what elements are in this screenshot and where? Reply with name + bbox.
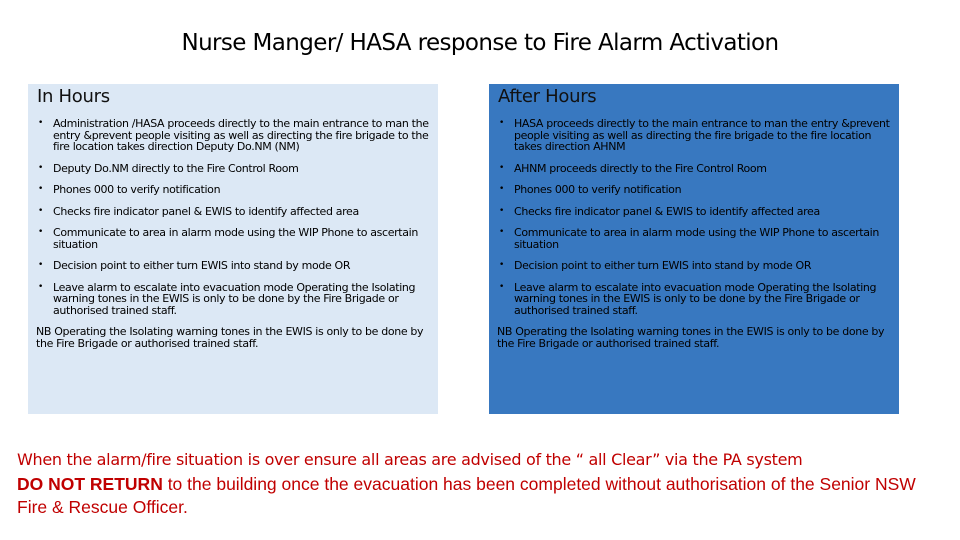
list-item: • AHNM proceeds directly to the Fire Control Room	[497, 163, 895, 175]
in-hours-heading: In Hours	[37, 86, 110, 107]
in-hours-note: NB Operating the Isolating warning tones in the EWIS is only to be done by the Fire Brigade or authorised trained staff.	[36, 325, 424, 350]
list-item: • Checks fire indicator panel & EWIS to identify affected area	[36, 206, 434, 218]
list-item: • Communicate to area in alarm mode using the WIP Phone to ascertain situation	[497, 227, 895, 250]
do-not-return-text: to the building once the evacuation has been completed without authorisation of the Senior NSW Fire & Rescue Officer.	[17, 474, 916, 517]
list-item: • Decision point to either turn EWIS into stand by mode OR	[36, 260, 434, 272]
list-item: • Decision point to either turn EWIS into stand by mode OR	[497, 260, 895, 272]
list-item: • Phones 000 to verify notification	[497, 184, 895, 196]
do-not-return-warning	[17, 473, 947, 519]
list-item: • Leave alarm to escalate into evacuation mode Operating the Isolating warning tones in the EWIS is only to be done by the Fire Brigade or authorised trained staff.	[36, 282, 434, 317]
after-hours-content	[497, 118, 895, 349]
list-item: • Deputy Do.NM directly to the Fire Control Room	[36, 163, 434, 175]
list-item: • HASA proceeds directly to the main entrance to man the entry &prevent people visiting as well as directing the fire brigade to the fire location takes direction AHNM	[497, 118, 895, 153]
after-hours-note: NB Operating the Isolating warning tones in the EWIS is only to be done by the Fire Brigade or authorised trained staff.	[497, 325, 885, 350]
all-clear-instruction: When the alarm/fire situation is over ensure all areas are advised of the “ all Clear” via the PA system	[17, 450, 803, 469]
after-hours-list	[497, 118, 895, 316]
after-hours-heading: After Hours	[498, 86, 597, 107]
list-item: • Checks fire indicator panel & EWIS to identify affected area	[497, 206, 895, 218]
in-hours-content	[36, 118, 434, 349]
page-title: Nurse Manger/ HASA response to Fire Alarm Activation	[181, 30, 779, 56]
list-item: • Administration /HASA proceeds directly to the main entrance to man the entry &prevent people visiting as well as directing the fire brigade to the fire location takes direction Deputy Do.NM (NM)	[36, 118, 434, 153]
list-item: • Phones 000 to verify notification	[36, 184, 434, 196]
list-item: • Leave alarm to escalate into evacuation mode Operating the Isolating warning tones in the EWIS is only to be done by the Fire Brigade or authorised trained staff.	[497, 282, 895, 317]
in-hours-list	[36, 118, 434, 316]
do-not-return-label: DO NOT RETURN	[17, 474, 163, 494]
list-item: • Communicate to area in alarm mode using the WIP Phone to ascertain situation	[36, 227, 434, 250]
